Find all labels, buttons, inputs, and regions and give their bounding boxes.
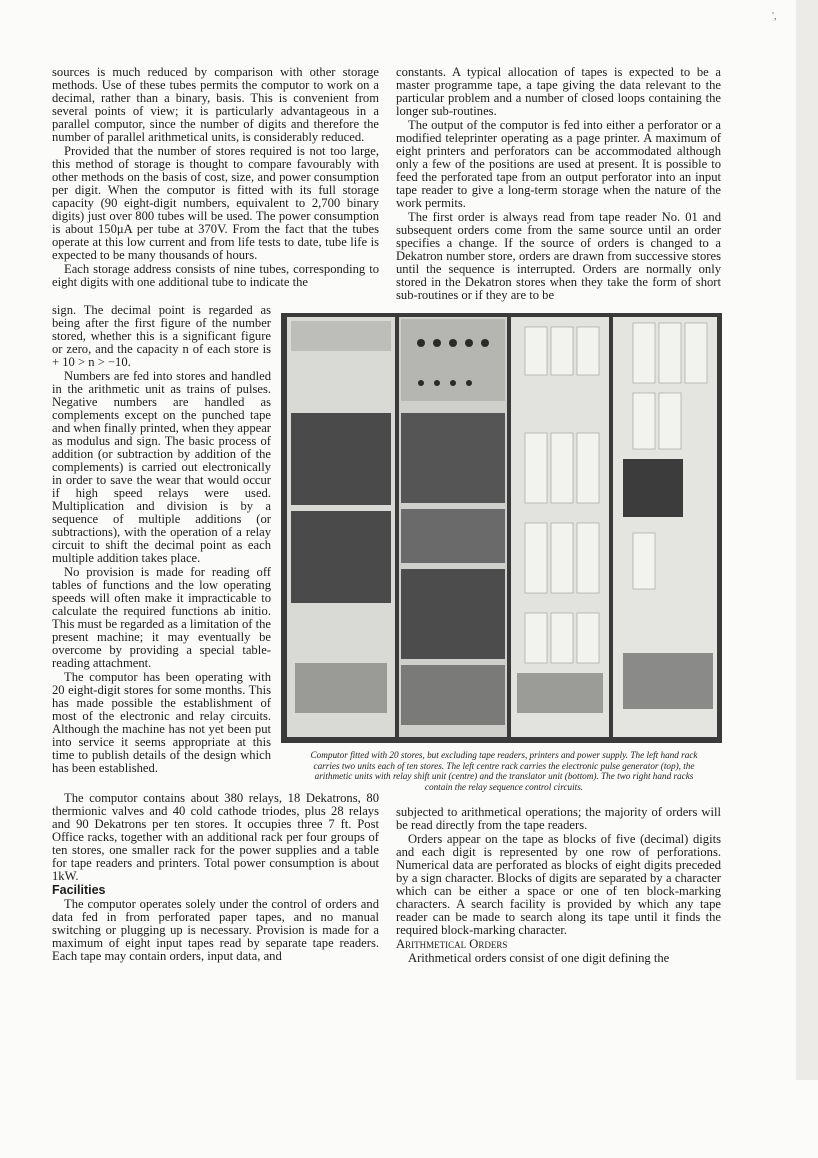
paragraph: Orders appear on the tape as blocks of five (decimal) digits and each digit is represented by one row of perforations. Numerical data are perforated as blocks of eight digits preceded by a sign character. Blocks of digits are separated by a character which can be either a space or one of ten block-marking characters. A search facility is provided by which any tape reader can be made to search along its tape until it finds the required block-marking character. — [396, 832, 721, 937]
photo-caption: Computor fitted with 20 stores, but excluding tape readers, printers and power supply. The left hand rack carries two units each of ten stores. The left centre rack carries the electronic pulse generator (top), the arithmetic units with relay shift unit (centre) and the translator unit (bottom). The two right hand racks contain the relay sequence control circuits. — [310, 750, 698, 792]
column-left-bottom — [52, 792, 379, 963]
paragraph: The first order is always read from tape reader No. 01 and subsequent orders come from the same source until an order specifies a change. If the source of orders is changed to a Dekatron number store, orders are drawn from successive stores until the sequence is interrupted. Orders are normally only stored in the Dekatron stores when they take the form of short sub-routines or if they are to be — [396, 210, 721, 302]
column-right-top — [396, 66, 721, 302]
computor-photograph — [281, 313, 722, 743]
paragraph: constants. A typical allocation of tapes is expected to be a master programme tape, a tape giving the data relevant to the particular problem and a number of closed loops containing the longer sub-routines. — [396, 65, 721, 118]
section-heading-facilities: Facilities — [52, 883, 106, 897]
paragraph: The output of the computor is fed into either a perforator or a modified teleprinter operating as a page printer. A maximum of eight printers and perforators can be accommodated although only a few of the positions are used at present. It is possible to feed the perforated tape from an output perforator into an input tape reader to give a long-term storage when the nature of the work permits. — [396, 118, 721, 210]
paragraph: The computor has been operating with 20 eight-digit stores for some months. This has made possible the establishment of most of the electronic and relay circuits. Although the machine has not yet been put into service it seems appropriate at this time to publish details of the design which has been established. — [52, 670, 271, 775]
column-right-bottom — [396, 806, 721, 965]
paragraph: No provision is made for reading off tables of functions and the low operating speeds will often make it impracticable to calculate the required functions ab initio. This must be regarded as a limitation of the present machine; it may eventually be overcome by providing a special table-reading attachment. — [52, 565, 271, 670]
paragraph: The computor contains about 380 relays, 18 Dekatrons, 80 thermionic valves and 40 cold cathode triodes, plus 28 relays and 90 Dekatrons per ten stores. It occupies three 7 ft. Post Office racks, together with an additional rack per four groups of ten stores, one smaller rack for the power supplies and a table for tape readers and printers. Total power consumption is about 1kW. — [52, 791, 379, 883]
paragraph: Each storage address consists of nine tubes, corresponding to eight digits with one additional tube to indicate the — [52, 262, 379, 289]
paragraph: sources is much reduced by comparison with other storage methods. Use of these tubes permits the computor to work on a decimal, rather than a binary, basis. This is convenient from several points of view; it is particularly advantageous in a parallel computor, since the number of digits and therefore the number of parallel arithmetical units, is considerably reduced. — [52, 65, 379, 144]
page-edge — [796, 0, 818, 1080]
section-heading-arithmetical-orders: Arithmetical Orders — [396, 937, 508, 951]
paragraph: sign. The decimal point is regarded as being after the first figure of the number stored, whether this is a significant figure or zero, and the capacity n of each store is + 10 > n > −10. — [52, 303, 271, 369]
paragraph: The computor operates solely under the control of orders and data fed in from perforated paper tapes, and no manual switching or plugging up is necessary. Provision is made for a maximum of eight input tapes read by separate tape readers. Each tape may contain orders, input data, and — [52, 897, 379, 963]
paragraph: Provided that the number of stores required is not too large, this method of storage is thought to compare favourably with other methods on the basis of cost, size, and power consumption per digit. When the computor is fitted with its full storage capacity (90 eight-digit numbers, equivalent to 2,700 binary digits) just over 800 tubes will be used. The power consumption is about 150μA per tube at 370V. From the fact that the tubes operate at this low current and from life tests to date, tube life is expected to be many thousands of hours. — [52, 144, 379, 262]
column-left-narrow — [52, 304, 271, 775]
column-left-top — [52, 66, 379, 289]
page-mark: ', — [772, 10, 777, 22]
paragraph: Numbers are fed into stores and handled in the arithmetic unit as trains of pulses. Negative numbers are handled as complements except on the punched tape and when finally printed, when they appear as modulus and sign. The basic process of addition (or subtraction by addition of the complements) is carried out electronically in order to save the wear that would occur if high speed relays were used. Multiplication and division is by a sequence of multiple additions (or subtractions), with the operation of a relay circuit to shift the decimal point as each multiple addition takes place. — [52, 369, 271, 565]
paragraph: subjected to arithmetical operations; the majority of orders will be read directly from the tape readers. — [396, 805, 721, 832]
paragraph: Arithmetical orders consist of one digit defining the — [408, 951, 670, 965]
